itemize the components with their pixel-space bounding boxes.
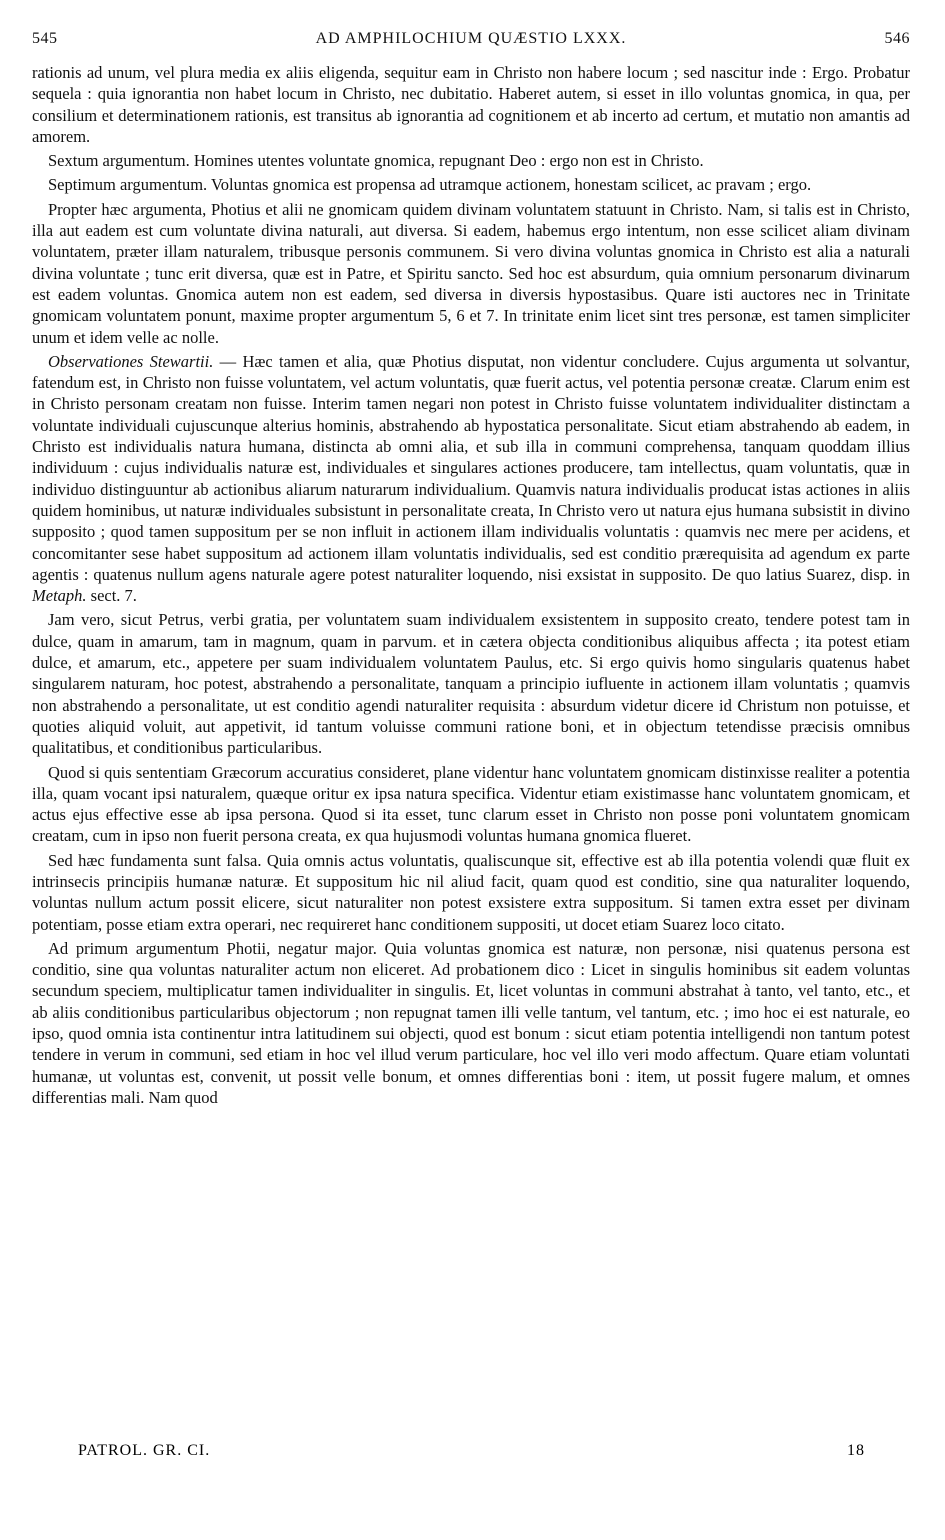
paragraph: Ad primum argumentum Photii, negatur major. Quia voluntas gnomica est naturæ, non personæ, nisi quatenus persona est conditio, sine qua voluntas naturaliter actum non eliceret. Ad probationem dico : Licet in singulis hominibus sit eadem voluntas secundum speciem, multiplicatur tamen individualiter in singulis. Et, licet voluntas in communi abstrahat à tanto, vel tanto, etc., et ab aliis conditionibus particularibus objectorum ; non repugnat tamen illi velle tantum, vel tantum, etc. ; imo hoc ei est naturale, eo ipso, quod omnia ista continentur intra latitudinem sui objecti, quod est bonum : sicut etiam potentia intelligendi non tantum potest tendere in verum in communi, sed etiam in hoc vel illud verum particulare, hoc vel illo veri modo affectum. Quare etiam voluntati humanæ, ut voluntas est, convenit, ut possit velle bonum, et omnes differentias boni : item, ut possit fugere malum, et omnes differentias mali. Nam quod xyxy=(32,938,910,1107)
right-page-number: 546 xyxy=(884,30,910,47)
footer-sheet-number: 18 xyxy=(847,1442,865,1459)
paragraph: Jam vero, sicut Petrus, verbi gratia, per voluntatem suam individualem exsistentem in supposito creato, tendere potest tam in dulce, quam in amarum, tam in magnum, quam in parvum. et in cætera objecta conditionibus aliquibus affecta ; ita potest etiam dulce, et amarum, etc., appetere per suam individualem voluntatem Paulus, etc. Si ergo quivis homo singularis quatenus habet singularem naturam, hoc potest, abstrahendo a personalitate, tanquam a principio iufluente in actionem illam voluntatis ; quamvis non abstrahendo a personalitate, ut est conditio agendi naturaliter requisita : absurdum videtur dicere id Christum non potuisse, et quoties aliquid voluit, aut appetivit, id tantum voluisse communi ratione boni, et in objectum tetendisse præcisis omnibus qualitatibus, et conditionibus particularibus. xyxy=(32,610,910,758)
footer-signature: PATROL. GR. CI. xyxy=(78,1442,211,1459)
running-header xyxy=(32,30,910,52)
section-lead: Observationes Stewartii. xyxy=(48,351,214,371)
left-page-number: 545 xyxy=(32,30,58,47)
paragraph: Quod si quis sententiam Græcorum accuratius consideret, plane videntur hanc voluntatem gnomicam distinxisse realiter a potentia illa, quam vocant ipsi naturalem, quæque oritur ex ipsa natura specifica. Videntur etiam existimasse hanc voluntatem gnomicam, et actus ejus effective esse ab ipsa persona. Quod si ita esset, tunc clarum esset in Christo non posse poni voluntatem gnomicam creatam, cum in ipso non fuerit persona creata, ex qua hujusmodi voluntas humana gnomica flueret. xyxy=(32,762,910,846)
paragraph: Sed hæc fundamenta sunt falsa. Quia omnis actus voluntatis, qualiscunque sit, effective est ab illa potentia volendi quæ fluit ex intrinsecis principiis humanæ naturæ. Et suppositum hic nil aliud facit, quam quod est conditio, sine qua naturaliter loquendo, voluntas nullum actum possit elicere, sicut naturaliter non potest exsistere extra suppositum. Si tamen extra esset per divinam potentiam, posse etiam extra operari, nec requireret hanc conditionem suppositi, ut docet etiam Suarez loco citato. xyxy=(32,850,910,934)
page xyxy=(32,30,910,1510)
paragraph: Sextum argumentum. Homines utentes voluntate gnomica, repugnant Deo : ergo non est in Christo. xyxy=(48,151,704,171)
paragraph: Observationes Stewartii. — Hæc tamen et alia, quæ Photius disputat, non videntur concludere. Cujus argumenta ut solvantur, fatendum est, in Christo non fuisse voluntatem, vel actum voluntatis, quæ fuerit actus, vel potentia personæ creatæ. Clarum enim est in Christo personam creatam non fuisse. Interim tamen negari non potest in Christo fuisse voluntatem individualiter distinctam a voluntate individuali cujuscunque alterius hominis, abstrahendo ab hypostatica personalitate. Sicut etiam abstrahendo ab eadem, in Christo est individualis natura humana, distincta ab omni alia, et sub illa in communi comprehensa, tanquam quoddam illius individuum : cujus individualis naturæ est, individuales et singulares actiones producere, tam intellectus, quam voluntatis, quæ in individuo distinguuntur ab actionibus aliarum naturarum individualium. Quamvis natura individualis producat istas actiones in aliis quidem hominibus, ut naturæ individuales subsistunt in personalitate creata, In Christo vero ut natura ejus humana subsistit in divino supposito ; quod tamen suppositum per se non influit in actionem illam individualis voluntatis : quamvis nec mere per acidens, et concomitanter sese habet suppositum ad actionem illam voluntatis individualis, sed est conditio prærequisita ad agendum ex parte agentis : quatenus nullum agens naturale agere potest naturaliter loquendo, nisi exsistat in supposito. De quo latius Suarez, disp. in Metaph. sect. 7. xyxy=(32,351,911,606)
paragraph: rationis ad unum, vel plura media ex aliis eligenda, sequitur eam in Christo non habere locum ; sed nascitur inde : Ergo. Probatur sequela : quia ignorantia non habet locum in Christo, nec dubitatio. Haberet autem, si esset in illo voluntas gnomica, in qua, per consilium et determinationem rationis, est transitus ab ignorantia ad cognitionem et ab incerto ad certum, et mutatio non amantis ad amorem. xyxy=(32,63,910,146)
paragraph: Propter hæc argumenta, Photius et alii ne gnomicam quidem divinam voluntatem statuunt in Christo. Nam, si talis est in Christo, illa aut eadem est cum voluntate divina naturali, aut diversa. Si eadem, habemus ergo intentum, non esse scilicet aliam divinam voluntatem, præter illam naturalem, tribusque personis communem. Si vero divina voluntas gnomica in Christo est alia a naturali divina voluntate ; tunc erit diversa, quæ est in Patre, et Spiritu sancto. Sed hoc est absurdum, quia omnium personarum divinarum est eadem voluntas. Gnomica autem non est eadem, sed diversa in diversis hypostasibus. Quare isti auctores nec in Trinitate gnomicam voluntatem ponunt, maxime propter argumentum 5, 6 et 7. In trinitate enim licet sint tres personæ, est tamen simpliciter unum et idem velle ac nolle. xyxy=(32,199,910,347)
work-title: Metaph. xyxy=(32,586,87,606)
paragraph: Septimum argumentum. Voluntas gnomica est propensa ad utramque actionem, honestam scilicet, ac pravam ; ergo. xyxy=(48,175,812,195)
page-footer xyxy=(78,1442,865,1460)
body-text xyxy=(32,62,910,1108)
running-title: AD AMPHILOCHIUM QUÆSTIO LXXX. xyxy=(315,30,627,47)
